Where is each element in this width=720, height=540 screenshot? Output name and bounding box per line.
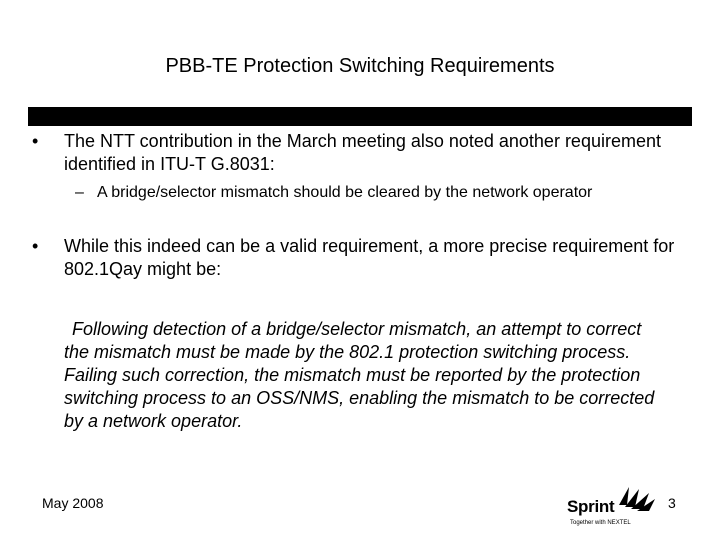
sub-bullet-marker: – (75, 184, 84, 201)
logo-wordmark: Sprint (567, 497, 615, 516)
sprint-wing-icon (615, 483, 657, 513)
bullet-text-valid-requirement: While this indeed can be a valid requirement, a more precise requirement for 802.1Qay might be: (64, 236, 675, 279)
bullet-marker: • (32, 131, 39, 151)
sub-bullet-text-mismatch: A bridge/selector mismatch should be cleared by the network operator (97, 184, 593, 201)
sprint-logo (567, 483, 657, 529)
slide-title: PBB-TE Protection Switching Requirements (165, 55, 555, 77)
title-divider-bar (28, 107, 692, 126)
footer-date: May 2008 (42, 495, 104, 511)
logo-tagline: Together with NEXTEL (570, 520, 631, 526)
page-number: 3 (668, 495, 676, 511)
proposed-requirement-quote: Following detection of a bridge/selector mismatch, an attempt to correct the mismatch must be made by the 802.1 protection switching process. Failing such correction, the mismatch must be reported by the protection switching process to an OSS/NMS, enabling the mismatch to be corrected by a network operator. (64, 319, 655, 431)
bullet-marker: • (32, 236, 39, 256)
bullet-text-ntt-contribution: The NTT contribution in the March meeting also noted another requirement identified in ITU-T G.8031: (64, 131, 661, 174)
